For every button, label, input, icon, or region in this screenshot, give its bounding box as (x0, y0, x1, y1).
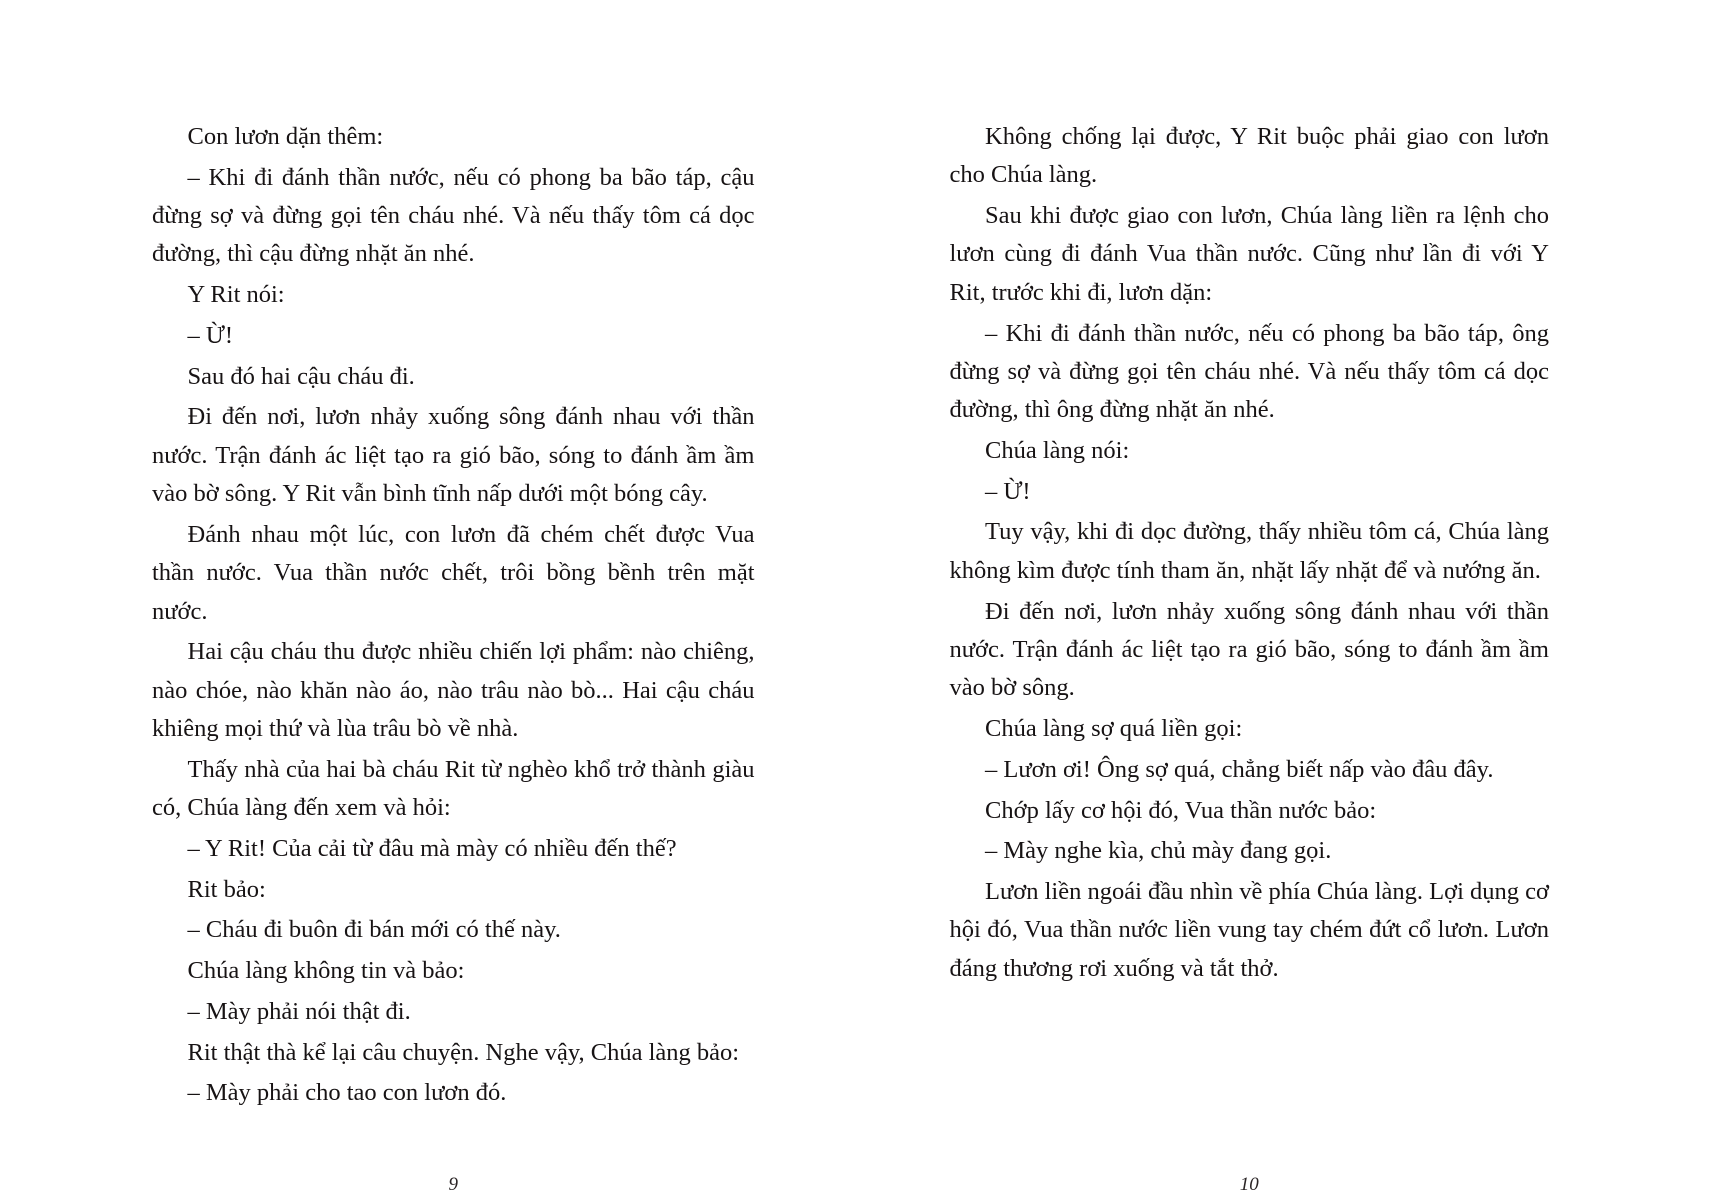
left-page (0, 118, 855, 1184)
paragraph: Đi đến nơi, lươn nhảy xuống sông đánh nhau với thần nước. Trận đánh ác liệt tạo ra gió bão, sóng to đánh ầm ầm vào bờ sông. (950, 593, 1550, 708)
paragraph: Chúa làng không tin và bảo: (152, 952, 755, 990)
paragraph: – Mày phải cho tao con lươn đó. (152, 1074, 755, 1112)
page-number: 9 (0, 1174, 855, 1196)
paragraph: Chúa làng nói: (950, 432, 1550, 470)
paragraph: Chúa làng sợ quá liền gọi: (950, 710, 1550, 748)
paragraph: – Y Rit! Của cải từ đâu mà mày có nhiều đến thế? (152, 830, 755, 868)
paragraph: Rit bảo: (152, 871, 755, 909)
right-page (855, 118, 1709, 1184)
paragraph: – Ừ! (152, 317, 755, 355)
paragraph: Đi đến nơi, lươn nhảy xuống sông đánh nhau với thần nước. Trận đánh ác liệt tạo ra gió bão, sóng to đánh ầm ầm vào bờ sông. Y Rit vẫn bình tĩnh nấp dưới một bóng cây. (152, 398, 755, 513)
paragraph: – Khi đi đánh thần nước, nếu có phong ba bão táp, cậu đừng sợ và đừng gọi tên cháu nhé. Và nếu thấy tôm cá dọc đường, thì cậu đừng nhặt ăn nhé. (152, 159, 755, 274)
paragraph: – Lươn ơi! Ông sợ quá, chẳng biết nấp vào đâu đây. (950, 751, 1550, 789)
paragraph: Y Rit nói: (152, 276, 755, 314)
paragraph: Rit thật thà kể lại câu chuyện. Nghe vậy, Chúa làng bảo: (152, 1034, 755, 1072)
paragraph: – Khi đi đánh thần nước, nếu có phong ba bão táp, ông đừng sợ và đừng gọi tên cháu nhé. Và nếu thấy tôm cá dọc đường, thì ông đừng nhặt ăn nhé. (950, 315, 1550, 430)
paragraph: – Mày nghe kìa, chủ mày đang gọi. (950, 832, 1550, 870)
paragraph: – Cháu đi buôn đi bán mới có thế này. (152, 911, 755, 949)
paragraph: Thấy nhà của hai bà cháu Rit từ nghèo khổ trở thành giàu có, Chúa làng đến xem và hỏi: (152, 751, 755, 828)
paragraph: – Ừ! (950, 473, 1550, 511)
paragraph: Con lươn dặn thêm: (152, 118, 755, 156)
page-number: 10 (855, 1174, 1709, 1196)
paragraph: Sau đó hai cậu cháu đi. (152, 358, 755, 396)
paragraph: Lươn liền ngoái đầu nhìn về phía Chúa làng. Lợi dụng cơ hội đó, Vua thần nước liền vung tay chém đứt cổ lươn. Lươn đáng thương rơi xuống và tắt thở. (950, 873, 1550, 988)
right-page-text (950, 118, 1550, 988)
paragraph: Không chống lại được, Y Rit buộc phải giao con lươn cho Chúa làng. (950, 118, 1550, 195)
paragraph: Chớp lấy cơ hội đó, Vua thần nước bảo: (950, 792, 1550, 830)
paragraph: Đánh nhau một lúc, con lươn đã chém chết được Vua thần nước. Vua thần nước chết, trôi bồng bềnh trên mặt nước. (152, 516, 755, 631)
paragraph: Tuy vậy, khi đi dọc đường, thấy nhiều tôm cá, Chúa làng không kìm được tính tham ăn, nhặt lấy nhặt để và nướng ăn. (950, 513, 1550, 590)
left-page-text (152, 118, 755, 1113)
paragraph: – Mày phải nói thật đi. (152, 993, 755, 1031)
paragraph: Hai cậu cháu thu được nhiều chiến lợi phẩm: nào chiêng, nào chóe, nào khăn nào áo, nào trâu nào bò... Hai cậu cháu khiêng mọi thứ và lùa trâu bò về nhà. (152, 633, 755, 748)
paragraph: Sau khi được giao con lươn, Chúa làng liền ra lệnh cho lươn cùng đi đánh Vua thần nước. Cũng như lần đi với Y Rit, trước khi đi, lươn dặn: (950, 197, 1550, 312)
